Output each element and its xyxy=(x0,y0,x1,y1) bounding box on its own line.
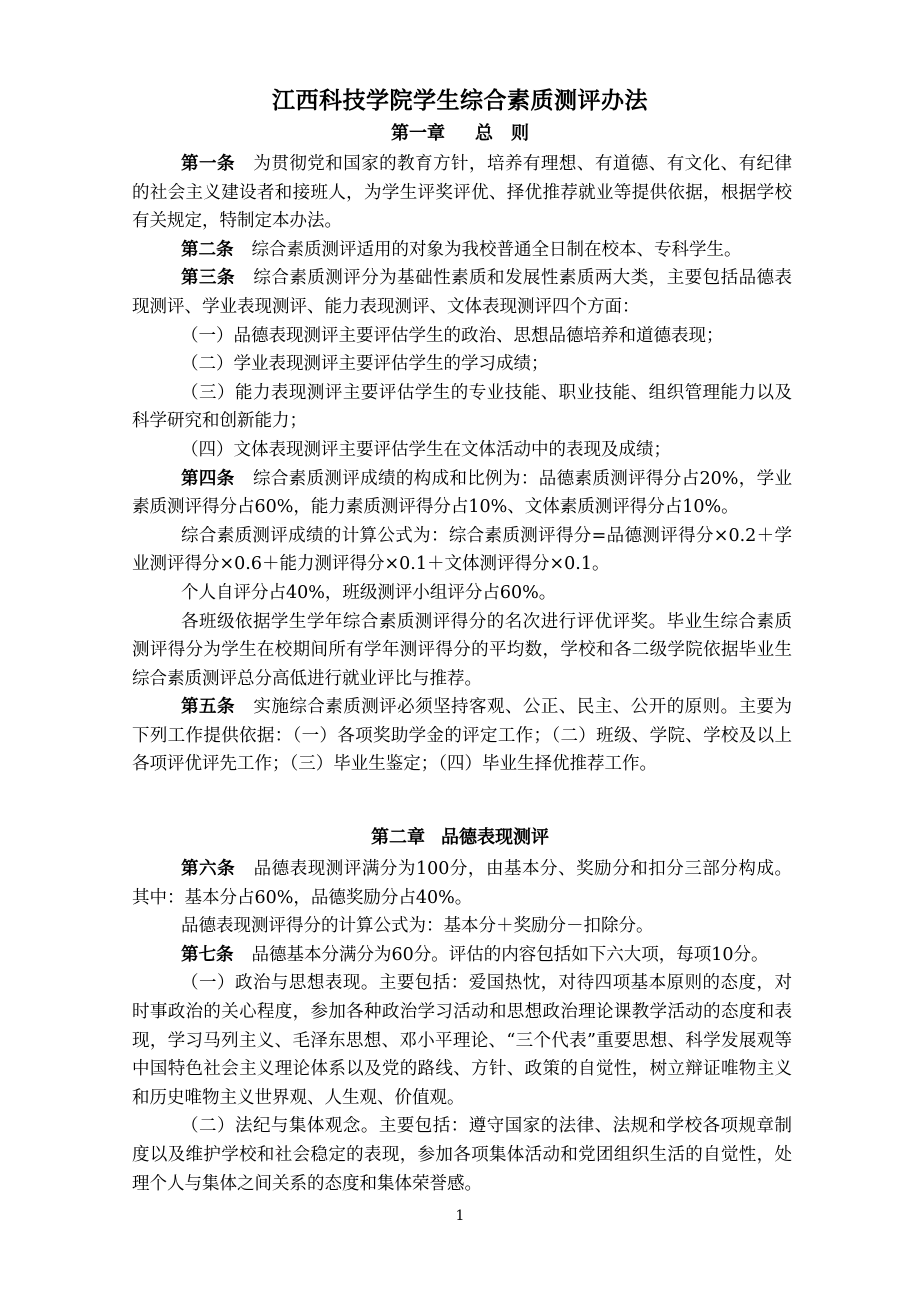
article-label: 第六条 xyxy=(181,859,236,879)
paragraph xyxy=(132,608,792,694)
paragraph xyxy=(132,912,792,941)
paragraph xyxy=(132,150,792,236)
article-label: 第一条 xyxy=(181,154,235,174)
paragraph-text: （三）能力表现测评主要评估学生的专业技能、职业技能、组织管理能力以及科学研究和创新能力； xyxy=(132,382,792,432)
paragraph xyxy=(132,693,792,779)
paragraph-text: （一）品德表现测评主要评估学生的政治、思想品德培养和道德表现； xyxy=(181,325,724,346)
paragraph-text: 各班级依据学生学年综合素质测评得分的名次进行评优评奖。毕业生综合素质测评得分为学生在校期间所有学年测评得分的平均数，学校和各二级学院依据毕业生综合素质测评总分高低进行就业评比与推荐。 xyxy=(132,611,792,689)
chapter-1-number: 第一章 xyxy=(391,123,445,144)
paragraph xyxy=(132,522,792,579)
article-label: 第二条 xyxy=(181,239,234,260)
paragraph-text: （二）学业表现测评主要评估学生的学习成绩； xyxy=(181,354,549,375)
paragraph xyxy=(132,855,792,912)
paragraph-text: 品德表现测评得分的计算公式为：基本分＋奖励分－扣除分。 xyxy=(181,916,654,937)
paragraph xyxy=(132,264,792,321)
article-label: 第七条 xyxy=(181,944,234,965)
paragraph-text: 为贯彻党和国家的教育方针，培养有理想、有道德、有文化、有纪律的社会主义建设者和接班人，为学生评奖评优、择优推荐就业等提供依据，根据学校有关规定，特制定本办法。 xyxy=(132,154,793,232)
document-title: 江西科技学院学生综合素质测评办法 xyxy=(272,88,648,114)
chapter-2-heading xyxy=(0,824,920,852)
article-label: 第三条 xyxy=(181,268,235,289)
paragraph-text: 品德基本分满分为60分。评估的内容包括如下六大项，每项10分。 xyxy=(251,944,769,965)
chapter-1-name: 总 则 xyxy=(475,123,529,144)
paragraph-text: （二）法纪与集体观念。主要包括：遵守国家的法律、法规和学校各项规章制度以及维护学校和社会稳定的表现，参加各项集体活动和党团组织生活的自觉性，处理个人与集体之间关系的态度和集体荣誉感。 xyxy=(132,1116,792,1194)
chapter-2-number: 第二章 xyxy=(371,827,425,848)
paragraph xyxy=(132,1112,792,1198)
paragraph xyxy=(132,579,792,608)
chapter-1-heading xyxy=(0,120,920,148)
paragraph-text: 综合素质测评分为基础性素质和发展性素质两大类，主要包括品德表现测评、学业表现测评、能力表现测评、文体表现测评四个方面： xyxy=(132,268,793,317)
paragraph xyxy=(132,941,792,970)
chapter-2-body xyxy=(132,855,792,1198)
page-number: 1 xyxy=(455,1208,465,1224)
paragraph xyxy=(132,969,792,1112)
chapter-2-name: 品德表现测评 xyxy=(441,827,549,848)
paragraph-text: （一）政治与思想表现。主要包括：爱国热忱，对待四项基本原则的态度，对时事政治的关心程度，参加各种政治学习活动和思想政治理论课教学活动的态度和表现，学习马列主义、毛泽东思想、邓小平理论、“三个代表”重要思想、科学发展观等中国特色社会主义理论体系以及党的路线、方针、政策的自觉性，树立辩证唯物主义和历史唯物主义世界观、人生观、价值观。 xyxy=(132,973,792,1108)
paragraph-text: 综合素质测评成绩的计算公式为：综合素质测评得分=品德测评得分×0.2＋学业测评得分×0.6＋能力测评得分×0.1＋文体测评得分×0.1。 xyxy=(132,525,792,575)
paragraph-text: 实施综合素质测评必须坚持客观、公正、民主、公开的原则。主要为下列工作提供依据：（一）各项奖助学金的评定工作；（二）班级、学院、学校及以上各项评优评先工作；（三）毕业生鉴定；（四）毕业生择优推荐工作。 xyxy=(132,697,793,775)
paragraph-text: 品德表现测评满分为100分，由基本分、奖励分和扣分三部分构成。其中：基本分占60%，品德奖励分占40%。 xyxy=(132,859,793,908)
paragraph-text: 综合素质测评成绩的构成和比例为：品德素质测评得分占20%，学业素质测评得分占60%，能力素质测评得分占10%、文体素质测评得分占10%。 xyxy=(132,468,792,518)
paragraph xyxy=(132,465,792,522)
chapter-1-body xyxy=(132,150,792,779)
article-label: 第五条 xyxy=(181,697,235,718)
paragraph xyxy=(132,236,792,265)
paragraph-text: 综合素质测评适用的对象为我校普通全日制在校本、专科学生。 xyxy=(251,239,742,260)
paragraph xyxy=(132,379,792,436)
paragraph-text: 个人自评分占40%，班级测评小组评分占60%。 xyxy=(181,582,557,603)
paragraph-text: （四）文体表现测评主要评估学生在文体活动中的表现及成绩； xyxy=(181,439,671,460)
paragraph xyxy=(132,322,792,351)
article-label: 第四条 xyxy=(181,468,235,489)
paragraph xyxy=(132,350,792,379)
paragraph xyxy=(132,436,792,465)
